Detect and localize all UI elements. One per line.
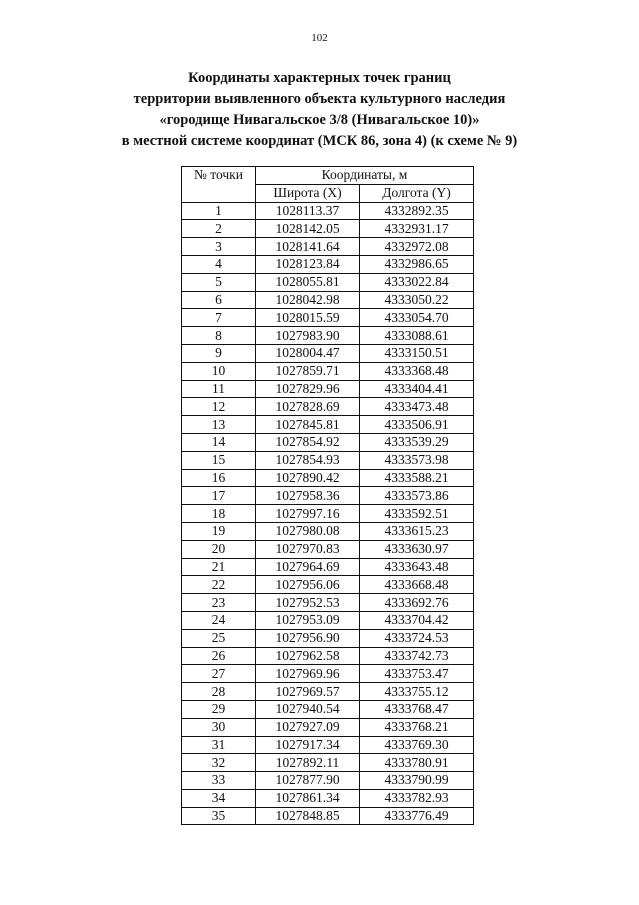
cell-point-number: 23 xyxy=(182,594,256,612)
cell-longitude: 4333768.47 xyxy=(360,700,474,718)
cell-latitude: 1027940.54 xyxy=(256,700,360,718)
page-number: 102 xyxy=(311,32,328,44)
table-row xyxy=(182,611,474,629)
cell-point-number: 14 xyxy=(182,433,256,451)
cell-point-number: 18 xyxy=(182,505,256,523)
title-line: Координаты характерных точек границ xyxy=(188,70,451,86)
cell-latitude: 1027845.81 xyxy=(256,416,360,434)
table-row xyxy=(182,487,474,505)
cell-point-number: 13 xyxy=(182,416,256,434)
cell-longitude: 4333782.93 xyxy=(360,789,474,807)
table-row xyxy=(182,505,474,523)
table-row xyxy=(182,576,474,594)
cell-point-number: 25 xyxy=(182,629,256,647)
cell-latitude: 1027969.96 xyxy=(256,665,360,683)
cell-latitude: 1028004.47 xyxy=(256,344,360,362)
table-row xyxy=(182,754,474,772)
cell-latitude: 1027917.34 xyxy=(256,736,360,754)
cell-point-number: 9 xyxy=(182,344,256,362)
cell-longitude: 4333054.70 xyxy=(360,309,474,327)
header-latitude: Широта (X) xyxy=(256,184,360,202)
table-row xyxy=(182,416,474,434)
cell-longitude: 4333539.29 xyxy=(360,433,474,451)
cell-longitude: 4333630.97 xyxy=(360,540,474,558)
cell-point-number: 8 xyxy=(182,327,256,345)
table-row xyxy=(182,647,474,665)
cell-latitude: 1028042.98 xyxy=(256,291,360,309)
cell-longitude: 4332892.35 xyxy=(360,202,474,220)
cell-latitude: 1027854.93 xyxy=(256,451,360,469)
cell-longitude: 4333573.98 xyxy=(360,451,474,469)
cell-latitude: 1027962.58 xyxy=(256,647,360,665)
table-row xyxy=(182,398,474,416)
cell-latitude: 1028141.64 xyxy=(256,238,360,256)
cell-point-number: 7 xyxy=(182,309,256,327)
cell-latitude: 1028055.81 xyxy=(256,273,360,291)
cell-latitude: 1027956.90 xyxy=(256,629,360,647)
table-body xyxy=(182,202,474,825)
cell-longitude: 4333753.47 xyxy=(360,665,474,683)
cell-latitude: 1027953.09 xyxy=(256,611,360,629)
cell-longitude: 4333769.30 xyxy=(360,736,474,754)
table-row xyxy=(182,380,474,398)
table-row xyxy=(182,220,474,238)
cell-longitude: 4333506.91 xyxy=(360,416,474,434)
table-row xyxy=(182,469,474,487)
cell-latitude: 1027964.69 xyxy=(256,558,360,576)
cell-latitude: 1027952.53 xyxy=(256,594,360,612)
cell-latitude: 1027983.90 xyxy=(256,327,360,345)
cell-point-number: 30 xyxy=(182,718,256,736)
table-row xyxy=(182,309,474,327)
cell-latitude: 1028015.59 xyxy=(256,309,360,327)
cell-point-number: 26 xyxy=(182,647,256,665)
cell-longitude: 4332931.17 xyxy=(360,220,474,238)
table-row xyxy=(182,718,474,736)
table-row xyxy=(182,202,474,220)
cell-latitude: 1028142.05 xyxy=(256,220,360,238)
cell-point-number: 3 xyxy=(182,238,256,256)
table-row xyxy=(182,558,474,576)
cell-longitude: 4333780.91 xyxy=(360,754,474,772)
cell-longitude: 4333768.21 xyxy=(360,718,474,736)
cell-point-number: 35 xyxy=(182,807,256,825)
cell-point-number: 12 xyxy=(182,398,256,416)
table-row xyxy=(182,362,474,380)
table-row xyxy=(182,665,474,683)
cell-longitude: 4333368.48 xyxy=(360,362,474,380)
cell-point-number: 22 xyxy=(182,576,256,594)
table-row xyxy=(182,540,474,558)
cell-latitude: 1027997.16 xyxy=(256,505,360,523)
cell-point-number: 15 xyxy=(182,451,256,469)
table-row xyxy=(182,629,474,647)
cell-longitude: 4333588.21 xyxy=(360,469,474,487)
cell-point-number: 4 xyxy=(182,255,256,273)
cell-latitude: 1027828.69 xyxy=(256,398,360,416)
cell-longitude: 4333150.51 xyxy=(360,344,474,362)
cell-point-number: 6 xyxy=(182,291,256,309)
cell-longitude: 4333022.84 xyxy=(360,273,474,291)
cell-point-number: 28 xyxy=(182,683,256,701)
cell-latitude: 1027958.36 xyxy=(256,487,360,505)
cell-longitude: 4333668.48 xyxy=(360,576,474,594)
table-row xyxy=(182,789,474,807)
cell-longitude: 4333755.12 xyxy=(360,683,474,701)
cell-point-number: 5 xyxy=(182,273,256,291)
table-row xyxy=(182,700,474,718)
cell-latitude: 1027956.06 xyxy=(256,576,360,594)
cell-point-number: 32 xyxy=(182,754,256,772)
cell-longitude: 4333050.22 xyxy=(360,291,474,309)
cell-longitude: 4332972.08 xyxy=(360,238,474,256)
cell-point-number: 21 xyxy=(182,558,256,576)
table-row xyxy=(182,683,474,701)
table-row xyxy=(182,255,474,273)
document-title xyxy=(20,68,619,152)
table-row xyxy=(182,344,474,362)
cell-latitude: 1027892.11 xyxy=(256,754,360,772)
title-line: территории выявленного объекта культурного наследия xyxy=(133,91,506,107)
cell-point-number: 17 xyxy=(182,487,256,505)
cell-point-number: 11 xyxy=(182,380,256,398)
cell-latitude: 1027829.96 xyxy=(256,380,360,398)
title-line: «городище Нивагальское 3/8 (Нивагальское 10)» xyxy=(159,112,480,128)
table-row xyxy=(182,772,474,790)
cell-point-number: 2 xyxy=(182,220,256,238)
cell-latitude: 1027877.90 xyxy=(256,772,360,790)
cell-longitude: 4333088.61 xyxy=(360,327,474,345)
table-header-row xyxy=(182,167,474,185)
table-row xyxy=(182,594,474,612)
cell-point-number: 31 xyxy=(182,736,256,754)
table-row xyxy=(182,433,474,451)
cell-latitude: 1027859.71 xyxy=(256,362,360,380)
cell-point-number: 1 xyxy=(182,202,256,220)
cell-point-number: 34 xyxy=(182,789,256,807)
cell-latitude: 1027848.85 xyxy=(256,807,360,825)
cell-latitude: 1027980.08 xyxy=(256,522,360,540)
cell-latitude: 1027890.42 xyxy=(256,469,360,487)
cell-longitude: 4332986.65 xyxy=(360,255,474,273)
cell-latitude: 1027927.09 xyxy=(256,718,360,736)
cell-longitude: 4333790.99 xyxy=(360,772,474,790)
header-point-number: № точки xyxy=(182,167,256,203)
cell-latitude: 1028113.37 xyxy=(256,202,360,220)
cell-longitude: 4333692.76 xyxy=(360,594,474,612)
table-row xyxy=(182,736,474,754)
cell-point-number: 10 xyxy=(182,362,256,380)
cell-longitude: 4333643.48 xyxy=(360,558,474,576)
cell-longitude: 4333742.73 xyxy=(360,647,474,665)
header-coordinates: Координаты, м xyxy=(256,167,474,185)
table-row xyxy=(182,273,474,291)
cell-latitude: 1027970.83 xyxy=(256,540,360,558)
cell-latitude: 1028123.84 xyxy=(256,255,360,273)
table-row xyxy=(182,327,474,345)
cell-longitude: 4333473.48 xyxy=(360,398,474,416)
coordinates-table xyxy=(181,166,474,825)
cell-latitude: 1027854.92 xyxy=(256,433,360,451)
cell-point-number: 33 xyxy=(182,772,256,790)
table-row xyxy=(182,451,474,469)
title-line: в местной системе координат (МСК 86, зона 4) (к схеме № 9) xyxy=(121,133,518,149)
table-row xyxy=(182,522,474,540)
cell-latitude: 1027969.57 xyxy=(256,683,360,701)
cell-longitude: 4333404.41 xyxy=(360,380,474,398)
cell-point-number: 16 xyxy=(182,469,256,487)
cell-point-number: 29 xyxy=(182,700,256,718)
cell-longitude: 4333724.53 xyxy=(360,629,474,647)
cell-longitude: 4333573.86 xyxy=(360,487,474,505)
cell-longitude: 4333592.51 xyxy=(360,505,474,523)
cell-longitude: 4333615.23 xyxy=(360,522,474,540)
cell-point-number: 20 xyxy=(182,540,256,558)
table-row xyxy=(182,238,474,256)
table-row xyxy=(182,291,474,309)
cell-latitude: 1027861.34 xyxy=(256,789,360,807)
cell-point-number: 27 xyxy=(182,665,256,683)
cell-longitude: 4333776.49 xyxy=(360,807,474,825)
cell-point-number: 24 xyxy=(182,611,256,629)
cell-point-number: 19 xyxy=(182,522,256,540)
table-row xyxy=(182,807,474,825)
header-longitude: Долгота (Y) xyxy=(360,184,474,202)
cell-longitude: 4333704.42 xyxy=(360,611,474,629)
